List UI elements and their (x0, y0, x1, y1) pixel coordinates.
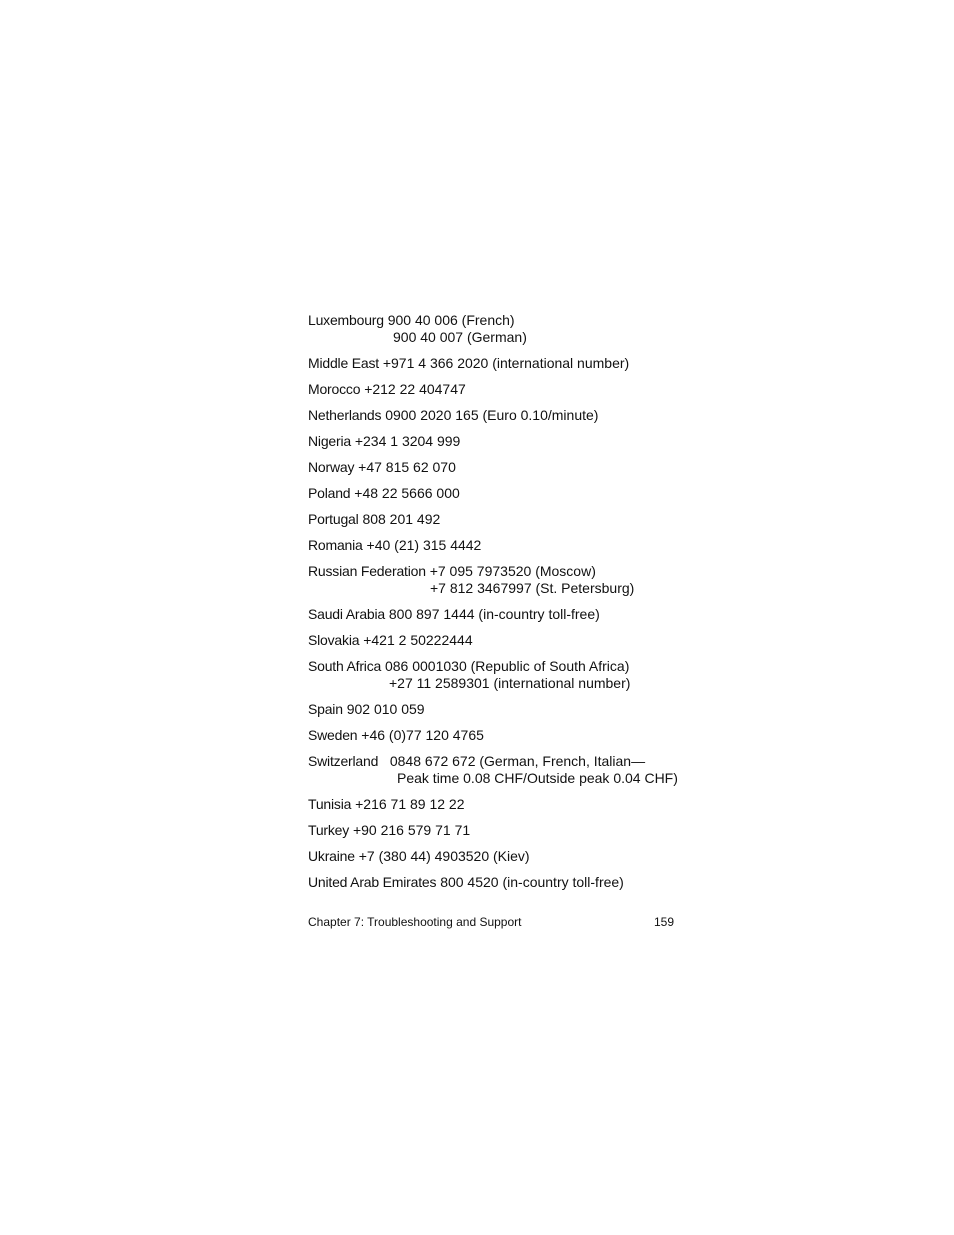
phone-number: +46 (0)77 120 4765 (361, 727, 484, 743)
country-name: Norway (308, 459, 355, 475)
phone-number: +421 2 50222444 (363, 632, 473, 648)
support-entry (308, 796, 688, 813)
support-entry (308, 537, 688, 554)
support-entry (308, 606, 688, 623)
country-name: Romania (308, 537, 363, 553)
phone-number: +90 216 579 71 71 (352, 822, 471, 838)
phone-number: 900 40 006 (French) (387, 312, 515, 328)
support-entry (308, 381, 688, 398)
country-name: Netherlands (308, 407, 382, 423)
support-entry (308, 485, 688, 502)
support-entry (308, 753, 688, 787)
support-phone-list (308, 312, 688, 900)
support-entry (308, 407, 688, 424)
support-entry (308, 433, 688, 450)
support-entry (308, 874, 688, 891)
country-name: Sweden (308, 727, 358, 743)
phone-number: +48 22 5666 000 (354, 485, 460, 501)
support-entry (308, 658, 688, 692)
support-entry (308, 727, 688, 744)
country-name: Luxembourg (308, 312, 384, 328)
country-name: Morocco (308, 381, 361, 397)
phone-number: 086 0001030 (Republic of South Africa) (384, 658, 630, 674)
support-entry (308, 511, 688, 528)
country-name: Middle East (308, 355, 379, 371)
phone-number: +212 22 404747 (364, 381, 466, 397)
phone-number: 902 010 059 (346, 701, 425, 717)
support-entry (308, 632, 688, 649)
phone-number-continued: 900 40 007 (German) (393, 329, 527, 345)
country-name: Poland (308, 485, 351, 501)
phone-number: +971 4 366 2020 (international number) (382, 355, 630, 371)
country-name: Tunisia (308, 796, 352, 812)
support-entry (308, 459, 688, 476)
country-name: Slovakia (308, 632, 360, 648)
country-name: Ukraine (308, 848, 355, 864)
support-entry (308, 312, 688, 346)
support-entry (308, 848, 688, 865)
phone-number: 800 897 1444 (in-country toll-free) (388, 606, 600, 622)
phone-number-continued: +7 812 3467997 (St. Petersburg) (430, 580, 635, 596)
support-entry (308, 822, 688, 839)
country-name: Spain (308, 701, 343, 717)
phone-number-continued: +27 11 2589301 (international number) (389, 675, 631, 691)
country-name: Turkey (308, 822, 350, 838)
page-number: 159 (653, 915, 674, 929)
support-entry (308, 563, 688, 597)
country-name: Russian Federation (308, 563, 426, 579)
support-entry (308, 355, 688, 372)
phone-number: +234 1 3204 999 (354, 433, 461, 449)
phone-number: +47 815 62 070 (358, 459, 456, 475)
support-entry (308, 701, 688, 718)
country-name: United Arab Emirates (308, 874, 437, 890)
phone-number: 0900 2020 165 (Euro 0.10/minute) (385, 407, 599, 423)
phone-number: +40 (21) 315 4442 (366, 537, 482, 553)
phone-number: +7 (380 44) 4903520 (Kiev) (358, 848, 530, 864)
phone-number: 0848 672 672 (German, French, Italian— (389, 753, 646, 769)
phone-number: 800 4520 (in-country toll-free) (440, 874, 624, 890)
phone-number: +216 71 89 12 22 (355, 796, 465, 812)
country-name: Saudi Arabia (308, 606, 385, 622)
phone-number: 808 201 492 (362, 511, 441, 527)
country-name: South Africa (308, 658, 382, 674)
country-name: Nigeria (308, 433, 351, 449)
phone-number: +7 095 7973520 (Moscow) (429, 563, 596, 579)
page-footer (308, 915, 674, 930)
country-name: Portugal (308, 511, 359, 527)
footer-chapter-title: Chapter 7: Troubleshooting and Support (308, 915, 522, 929)
country-name: Switzerland (308, 753, 379, 769)
phone-number-continued: Peak time 0.08 CHF/Outside peak 0.04 CHF) (397, 770, 678, 786)
